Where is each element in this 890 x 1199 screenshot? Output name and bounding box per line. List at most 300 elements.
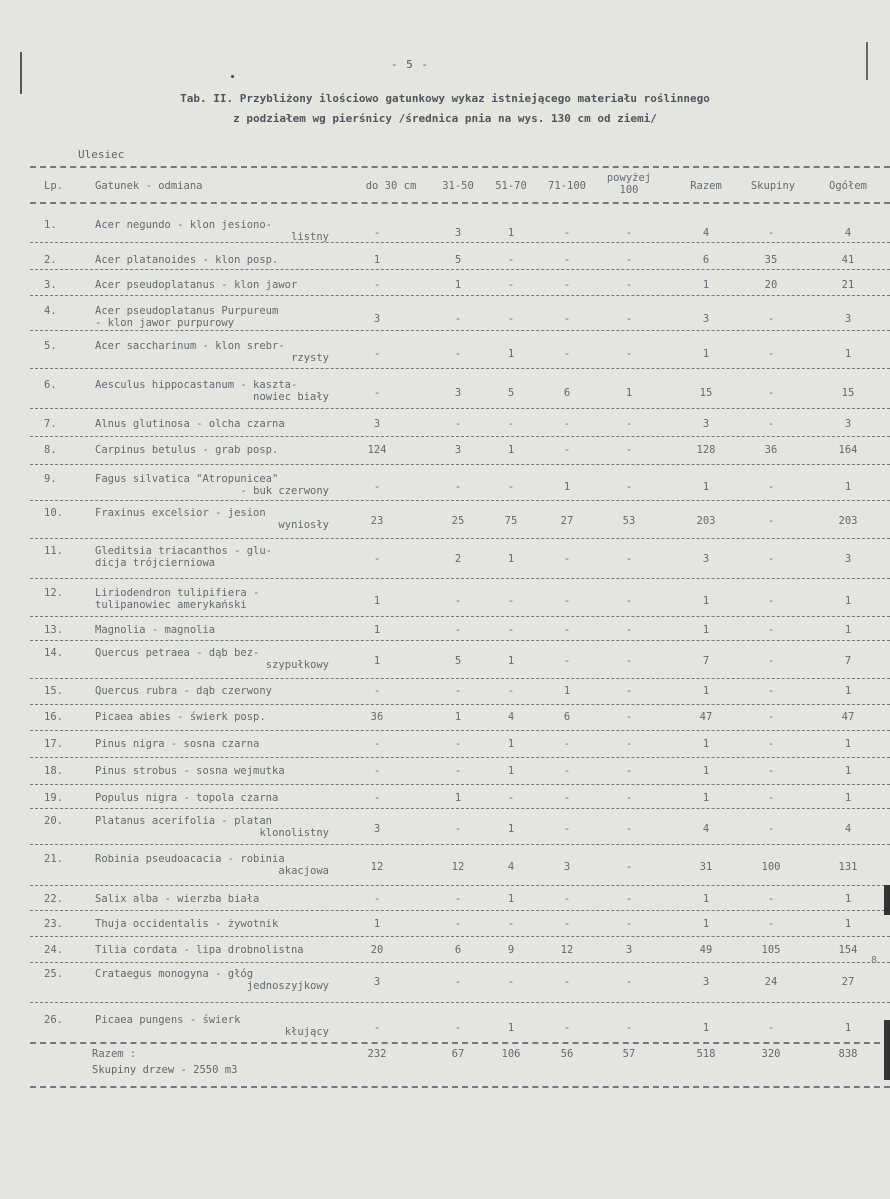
row-separator: [30, 784, 890, 785]
cell-col-0: -: [373, 893, 381, 905]
species-name-line1: Acer negundo - klon jesiono-: [95, 219, 273, 231]
header-col-7: Ogółem: [829, 180, 867, 192]
row-separator: [30, 269, 890, 270]
species-name-line2: jednoszyjkowy: [246, 980, 329, 992]
species-name: [95, 418, 357, 430]
cell-col-4: -: [625, 918, 633, 930]
cell-col-0: -: [373, 279, 381, 291]
cell-col-5: 3: [702, 418, 710, 430]
totals-col-3: 56: [560, 1048, 574, 1060]
cell-col-5: 1: [702, 738, 710, 750]
cell-col-7: 27: [841, 976, 855, 988]
cell-col-7: 3: [844, 553, 852, 565]
cell-col-3: -: [563, 418, 571, 430]
cell-col-2: 1: [507, 655, 515, 667]
cell-col-1: 1: [454, 792, 462, 804]
cell-col-4: -: [625, 765, 633, 777]
cell-col-5: 1: [702, 624, 710, 636]
cell-col-7: 3: [844, 418, 852, 430]
row-number: 21.: [44, 853, 63, 865]
row-number: 18.: [44, 765, 63, 777]
cell-col-0: 23: [370, 515, 384, 527]
cell-col-1: 25: [451, 515, 465, 527]
species-name-line2: kłujący: [284, 1026, 329, 1038]
table-subtitle: z podziałem wg pierśnicy /średnica pnia na wys. 130 cm od ziemi/: [233, 112, 657, 125]
cell-col-6: -: [767, 624, 775, 636]
row-separator: [30, 936, 890, 937]
cell-col-2: 4: [507, 711, 515, 723]
cell-col-5: 203: [696, 515, 716, 527]
cell-col-2: -: [507, 254, 515, 266]
row-separator: [30, 330, 890, 331]
cell-col-4: -: [625, 738, 633, 750]
header-col-2: 51-70: [495, 180, 527, 192]
cell-col-4: -: [625, 444, 633, 456]
species-name: [95, 815, 357, 839]
species-name-line2: szypułkowy: [265, 659, 329, 671]
cell-col-3: 1: [563, 481, 571, 493]
header-col-3: 71-100: [548, 180, 586, 192]
species-name-line2: tulipanowiec amerykański: [95, 599, 247, 611]
cell-col-1: 12: [451, 861, 465, 873]
cell-col-5: 1: [702, 685, 710, 697]
cell-col-5: 1: [702, 279, 710, 291]
row-number: 5.: [44, 340, 57, 352]
row-number: 19.: [44, 792, 63, 804]
cell-col-6: -: [767, 418, 775, 430]
ink-dot: [231, 75, 234, 78]
cell-col-3: 27: [560, 515, 574, 527]
cell-col-7: 47: [841, 711, 855, 723]
header-col-4-line2: 100: [619, 184, 639, 196]
row-number: 24.: [44, 944, 63, 956]
cell-col-1: -: [454, 1022, 462, 1034]
species-name-line1: Robinia pseudoacacia - robinia: [95, 853, 285, 865]
cell-col-0: 12: [370, 861, 384, 873]
cell-col-4: -: [625, 655, 633, 667]
cell-col-2: -: [507, 418, 515, 430]
cell-col-0: 3: [373, 418, 381, 430]
cell-col-7: 3: [844, 313, 852, 325]
row-number: 15.: [44, 685, 63, 697]
page-edge-shadow-lower: [884, 1020, 890, 1080]
row-separator: [30, 844, 890, 845]
cell-col-0: -: [373, 1022, 381, 1034]
cell-col-7: 4: [844, 823, 852, 835]
cell-col-3: 6: [563, 387, 571, 399]
cell-col-2: 1: [507, 738, 515, 750]
cell-col-1: 2: [454, 553, 462, 565]
cell-col-6: -: [767, 765, 775, 777]
species-name: [95, 738, 357, 750]
margin-annotation: 8: [871, 955, 878, 966]
species-name-line1: Magnolia - magnolia: [95, 624, 216, 636]
species-name: [95, 507, 357, 531]
cell-col-1: -: [454, 685, 462, 697]
species-name-line1: Platanus acerifolia - platan: [95, 815, 273, 827]
species-name-line1: Pinus nigra - sosna czarna: [95, 738, 260, 750]
cell-col-5: 7: [702, 655, 710, 667]
row-number: 25.: [44, 968, 63, 980]
species-name-line1: Acer pseudoplatanus Purpureum: [95, 305, 279, 317]
cell-col-4: -: [625, 711, 633, 723]
cell-col-6: 36: [764, 444, 778, 456]
species-name-line1: Liriodendron tulipifiera -: [95, 587, 260, 599]
row-number: 6.: [44, 379, 57, 391]
species-name: [95, 685, 357, 697]
row-number: 26.: [44, 1014, 63, 1026]
species-name: [95, 379, 357, 403]
header-col-6: Skupiny: [750, 180, 796, 192]
species-name-line2: akacjowa: [278, 865, 329, 877]
cell-col-1: -: [454, 893, 462, 905]
row-number: 7.: [44, 418, 57, 430]
totals-label: Razem :: [92, 1048, 137, 1060]
species-name-line1: Acer saccharinum - klon srebr-: [95, 340, 285, 352]
cell-col-3: -: [563, 765, 571, 777]
cell-col-7: 1: [844, 893, 852, 905]
cell-col-4: -: [625, 279, 633, 291]
cell-col-2: 4: [507, 861, 515, 873]
right-margin-mark: [866, 42, 868, 80]
cell-col-2: -: [507, 279, 515, 291]
cell-col-3: -: [563, 893, 571, 905]
species-name: [95, 918, 357, 930]
cell-col-2: 1: [507, 444, 515, 456]
row-separator: [30, 436, 890, 437]
species-name: [95, 624, 357, 636]
species-name-line1: Thuja occidentalis - żywotnik: [95, 918, 279, 930]
cell-col-5: 128: [696, 444, 716, 456]
row-number: 20.: [44, 815, 63, 827]
species-name-line1: Populus nigra - topola czarna: [95, 792, 279, 804]
cell-col-7: 154: [838, 944, 858, 956]
cell-col-6: 24: [764, 976, 778, 988]
species-name-line1: Quercus petraea - dąb bez-: [95, 647, 260, 659]
cell-col-7: 1: [844, 738, 852, 750]
species-name-line1: Fraxinus excelsior - jesion: [95, 507, 266, 519]
cell-col-0: -: [373, 738, 381, 750]
cell-col-7: 1: [844, 685, 852, 697]
row-number: 10.: [44, 507, 63, 519]
cell-col-5: 1: [702, 765, 710, 777]
header-top-rule: [30, 166, 890, 168]
cell-col-2: 75: [504, 515, 518, 527]
totals-col-0: 232: [367, 1048, 387, 1060]
species-name: [95, 944, 357, 956]
cell-col-1: -: [454, 348, 462, 360]
species-name: [95, 545, 357, 569]
footnote: Skupiny drzew - 2550 m3: [92, 1064, 238, 1076]
row-separator: [30, 368, 890, 369]
cell-col-6: -: [767, 515, 775, 527]
cell-col-3: -: [563, 738, 571, 750]
header-col-1: 31-50: [442, 180, 474, 192]
row-number: 22.: [44, 893, 63, 905]
row-separator: [30, 616, 890, 617]
cell-col-3: 12: [560, 944, 574, 956]
header-col-4-line1: powyżej: [606, 172, 652, 184]
cell-col-1: -: [454, 624, 462, 636]
cell-col-0: -: [373, 348, 381, 360]
cell-col-5: 49: [699, 944, 713, 956]
species-name-line2: wyniosły: [278, 519, 329, 531]
totals-rule: [30, 1042, 890, 1044]
cell-col-1: -: [454, 765, 462, 777]
cell-col-3: -: [563, 444, 571, 456]
cell-col-3: -: [563, 976, 571, 988]
species-name-line1: Picaea pungens - świerk: [95, 1014, 241, 1026]
species-name-line1: Carpinus betulus - grab posp.: [95, 444, 279, 456]
row-separator: [30, 910, 890, 911]
row-number: 4.: [44, 305, 57, 317]
cell-col-6: -: [767, 1022, 775, 1034]
cell-col-4: -: [625, 624, 633, 636]
row-separator: [30, 1002, 890, 1003]
cell-col-0: 3: [373, 976, 381, 988]
cell-col-2: -: [507, 624, 515, 636]
cell-col-5: 4: [702, 227, 710, 239]
cell-col-5: 1: [702, 1022, 710, 1034]
cell-col-4: 1: [625, 387, 633, 399]
cell-col-1: 1: [454, 279, 462, 291]
species-name: [95, 853, 357, 877]
cell-col-6: 105: [761, 944, 781, 956]
row-separator: [30, 242, 890, 243]
totals-col-4: 57: [622, 1048, 636, 1060]
cell-col-6: -: [767, 387, 775, 399]
species-name: [95, 587, 357, 611]
cell-col-2: 9: [507, 944, 515, 956]
cell-col-3: -: [563, 254, 571, 266]
cell-col-5: 1: [702, 595, 710, 607]
cell-col-7: 21: [841, 279, 855, 291]
cell-col-4: -: [625, 823, 633, 835]
cell-col-6: -: [767, 738, 775, 750]
left-margin-mark: [20, 52, 22, 94]
row-separator: [30, 500, 890, 501]
totals-col-1: 67: [451, 1048, 465, 1060]
table-title: Tab. II. Przybliżony ilościowo gatunkowy wykaz istniejącego materiału roślinnego: [180, 92, 710, 105]
cell-col-4: -: [625, 227, 633, 239]
cell-col-1: -: [454, 481, 462, 493]
cell-col-5: 31: [699, 861, 713, 873]
species-name-line2: listny: [291, 231, 329, 243]
species-name-line1: Pinus strobus - sosna wejmutka: [95, 765, 285, 777]
header-col-4: [603, 172, 655, 196]
species-name-line2: - klon jawor purpurowy: [95, 317, 235, 329]
cell-col-0: -: [373, 553, 381, 565]
cell-col-5: 3: [702, 976, 710, 988]
cell-col-6: 35: [764, 254, 778, 266]
header-col-5: Razem: [690, 180, 722, 192]
cell-col-6: -: [767, 655, 775, 667]
cell-col-0: 1: [373, 254, 381, 266]
cell-col-2: -: [507, 481, 515, 493]
row-separator: [30, 640, 890, 641]
cell-col-6: -: [767, 313, 775, 325]
species-name-line1: Acer pseudoplatanus - klon jawor: [95, 279, 298, 291]
cell-col-4: -: [625, 553, 633, 565]
row-separator: [30, 578, 890, 579]
row-separator: [30, 295, 890, 296]
species-name: [95, 444, 357, 456]
cell-col-2: 1: [507, 227, 515, 239]
cell-col-5: 15: [699, 387, 713, 399]
cell-col-2: 1: [507, 823, 515, 835]
cell-col-4: -: [625, 1022, 633, 1034]
row-number: 9.: [44, 473, 57, 485]
section-label: Ulesiec: [78, 148, 125, 161]
cell-col-4: -: [625, 685, 633, 697]
cell-col-0: 3: [373, 313, 381, 325]
cell-col-4: -: [625, 792, 633, 804]
row-number: 13.: [44, 624, 63, 636]
cell-col-6: 100: [761, 861, 781, 873]
cell-col-2: -: [507, 976, 515, 988]
cell-col-7: 1: [844, 348, 852, 360]
row-number: 1.: [44, 219, 57, 231]
cell-col-7: 203: [838, 515, 858, 527]
species-name: [95, 340, 357, 364]
cell-col-3: -: [563, 553, 571, 565]
cell-col-3: -: [563, 595, 571, 607]
page-number: - 5 -: [390, 58, 430, 71]
cell-col-1: 6: [454, 944, 462, 956]
cell-col-4: -: [625, 313, 633, 325]
cell-col-3: -: [563, 279, 571, 291]
cell-col-1: 1: [454, 711, 462, 723]
cell-col-1: 3: [454, 387, 462, 399]
cell-col-2: 1: [507, 893, 515, 905]
cell-col-5: 3: [702, 313, 710, 325]
cell-col-7: 131: [838, 861, 858, 873]
species-name-line1: Gleditsia triacanthos - glu-: [95, 545, 273, 557]
cell-col-7: 15: [841, 387, 855, 399]
cell-col-0: 3: [373, 823, 381, 835]
cell-col-6: -: [767, 893, 775, 905]
row-separator: [30, 730, 890, 731]
cell-col-4: -: [625, 595, 633, 607]
cell-col-0: 20: [370, 944, 384, 956]
cell-col-6: -: [767, 348, 775, 360]
cell-col-1: 3: [454, 227, 462, 239]
header-gatunek: Gatunek - odmiana: [95, 180, 203, 192]
row-number: 17.: [44, 738, 63, 750]
cell-col-2: 5: [507, 387, 515, 399]
cell-col-3: -: [563, 348, 571, 360]
cell-col-4: 3: [625, 944, 633, 956]
cell-col-4: -: [625, 861, 633, 873]
cell-col-7: 164: [838, 444, 858, 456]
cell-col-7: 1: [844, 595, 852, 607]
cell-col-4: 53: [622, 515, 636, 527]
cell-col-3: 6: [563, 711, 571, 723]
row-separator: [30, 885, 890, 886]
row-separator: [30, 464, 890, 465]
cell-col-7: 1: [844, 918, 852, 930]
cell-col-1: -: [454, 313, 462, 325]
species-name: [95, 305, 357, 329]
species-name: [95, 1014, 357, 1038]
cell-col-0: -: [373, 685, 381, 697]
cell-col-0: 36: [370, 711, 384, 723]
cell-col-7: 4: [844, 227, 852, 239]
header-lp: Lp.: [44, 180, 63, 192]
cell-col-3: 1: [563, 685, 571, 697]
totals-col-5: 518: [696, 1048, 716, 1060]
cell-col-1: 5: [454, 655, 462, 667]
cell-col-0: 1: [373, 624, 381, 636]
totals-col-7: 838: [838, 1048, 858, 1060]
cell-col-1: -: [454, 976, 462, 988]
species-name: [95, 765, 357, 777]
species-name-line2: rzysty: [291, 352, 329, 364]
cell-col-6: -: [767, 823, 775, 835]
row-number: 2.: [44, 254, 57, 266]
cell-col-0: -: [373, 765, 381, 777]
row-number: 23.: [44, 918, 63, 930]
cell-col-7: 1: [844, 624, 852, 636]
species-name-line1: Acer platanoides - klon posp.: [95, 254, 279, 266]
species-name-line1: Salix alba - wierzba biała: [95, 893, 260, 905]
row-separator: [30, 808, 890, 809]
cell-col-2: 1: [507, 765, 515, 777]
cell-col-1: -: [454, 595, 462, 607]
header-col-0: do 30 cm: [365, 180, 417, 192]
cell-col-5: 6: [702, 254, 710, 266]
cell-col-4: -: [625, 481, 633, 493]
species-name-line1: Alnus glutinosa - olcha czarna: [95, 418, 285, 430]
cell-col-6: 20: [764, 279, 778, 291]
row-separator: [30, 408, 890, 409]
species-name-line2: nowiec biały: [253, 391, 329, 403]
row-separator: [30, 538, 890, 539]
cell-col-3: -: [563, 792, 571, 804]
cell-col-7: 1: [844, 1022, 852, 1034]
species-name-line1: Picaea abies - świerk posp.: [95, 711, 266, 723]
cell-col-7: 1: [844, 481, 852, 493]
species-name: [95, 279, 357, 291]
cell-col-3: -: [563, 918, 571, 930]
row-number: 8.: [44, 444, 57, 456]
row-number: 12.: [44, 587, 63, 599]
cell-col-2: -: [507, 918, 515, 930]
species-name: [95, 254, 357, 266]
cell-col-1: -: [454, 918, 462, 930]
cell-col-6: -: [767, 918, 775, 930]
cell-col-2: -: [507, 792, 515, 804]
cell-col-5: 1: [702, 348, 710, 360]
cell-col-2: -: [507, 685, 515, 697]
cell-col-3: -: [563, 313, 571, 325]
row-number: 11.: [44, 545, 63, 557]
row-separator: [30, 962, 890, 963]
cell-col-6: -: [767, 553, 775, 565]
cell-col-3: 3: [563, 861, 571, 873]
totals-col-2: 106: [501, 1048, 521, 1060]
cell-col-6: -: [767, 481, 775, 493]
species-name-line1: Quercus rubra - dąb czerwony: [95, 685, 273, 697]
row-separator: [30, 757, 890, 758]
cell-col-0: -: [373, 792, 381, 804]
cell-col-7: 1: [844, 765, 852, 777]
bottom-rule: [30, 1086, 890, 1088]
row-number: 16.: [44, 711, 63, 723]
cell-col-6: -: [767, 595, 775, 607]
cell-col-0: 124: [367, 444, 387, 456]
cell-col-6: -: [767, 685, 775, 697]
